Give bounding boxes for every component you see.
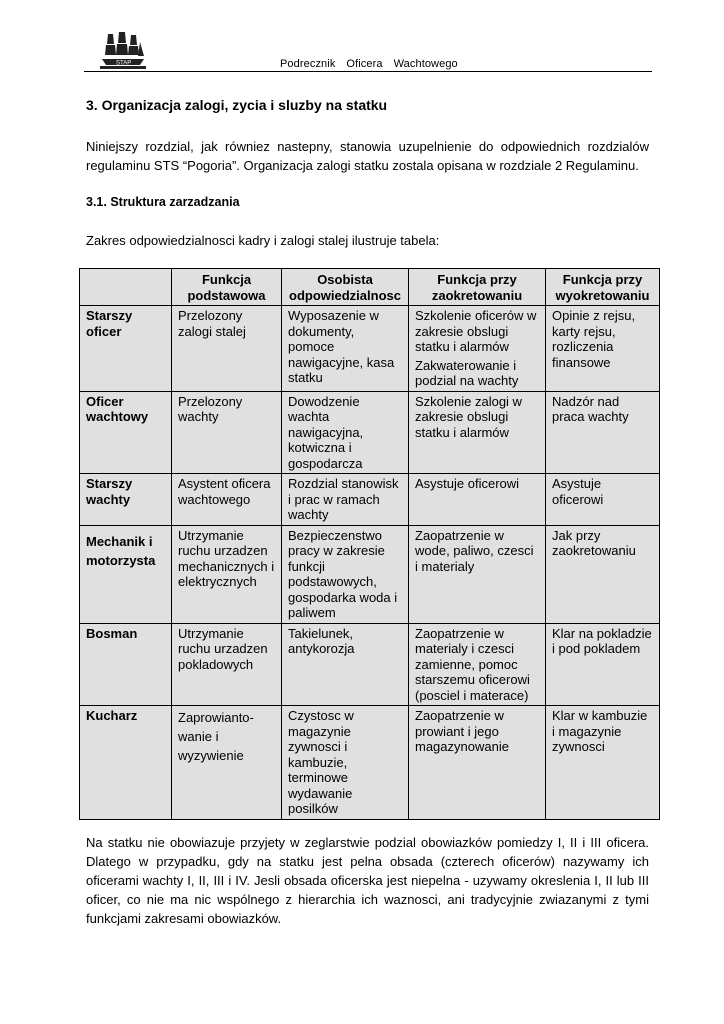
table-cell: Zaopatrzenie w prowiant i jego magazynowanie [409,706,546,820]
header-word: Wachtowego [393,58,458,70]
table-cell: Takielunek, antykorozja [282,623,409,706]
intro-paragraph: Niniejszy rozdzial, jak równiez nastepny, stanowia uzupelnienie do odpowiednich rozdzialów regulaminu STS “Pogoria”. Organizacja zalogi statku zostala opisana w rozdziale 2 Regulaminu. [86,139,649,173]
header-cell: Funkcja podstawowa [172,269,282,306]
table-cell: Jak przy zaokretowaniu [546,525,660,623]
table-row [80,706,660,820]
section-heading: 3. Organizacja zalogi, zycia i sluzby na statku [86,97,388,113]
table-cell: Klar w kambuzie i magazynie zywnosci [546,706,660,820]
table-row [80,391,660,474]
table-row [80,525,660,623]
header-cell: Funkcja przy zaokretowaniu [409,269,546,306]
table-cell: Zaprowianto-wanie i wyzywienie [172,706,282,820]
header-cell: Osobista odpowiedzialnosc [282,269,409,306]
table-cell: Asystuje oficerowi [546,474,660,526]
table-header-row [80,269,660,306]
table-cell: Przelozony wachty [172,391,282,474]
header-cell [80,269,172,306]
subsection-heading: 3.1. Struktura zarzadzania [86,195,240,209]
sailing-ship-logo [100,30,146,72]
table-cell: Utrzymanie ruchu urzadzen mechanicznych i elektrycznych [172,525,282,623]
table-cell: Opinie z rejsu, karty rejsu, rozliczenia finansowe [546,306,660,392]
table-row [80,623,660,706]
table-cell: Zaopatrzenie w wode, paliwo, czesci i materialy [409,525,546,623]
table-intro: Zakres odpowiedzialnosci kadry i zalogi stalej ilustruje tabela: [86,233,440,248]
table-row [80,306,660,392]
logo-text: STAP [116,60,132,67]
role-cell: Bosman [80,623,172,706]
table-cell: Wyposazenie w dokumenty, pomoce nawigacyjne, kasa statku [282,306,409,392]
header-word: Oficera [346,58,383,70]
table-cell: Czystosc w magazynie zywnosci i kambuzie, terminowe wydawanie posilków [282,706,409,820]
table-cell: Utrzymanie ruchu urzadzen pokladowych [172,623,282,706]
running-header [280,58,469,70]
table-cell: Asystuje oficerowi [409,474,546,526]
table-cell: Nadzór nad praca wachty [546,391,660,474]
table-cell: Szkolenie zalogi w zakresie obslugi statku i alarmów [409,391,546,474]
header-word: Podrecznik [280,58,336,70]
role-cell: Mechanik i motorzysta [80,525,172,623]
header-cell: Funkcja przy wyokretowaniu [546,269,660,306]
table-cell: Asystent oficera wachtowego [172,474,282,526]
cell-text: Szkolenie oficerów w zakresie obslugi statku i alarmów [415,308,537,354]
table-cell: Zaopatrzenie w materialy i czesci zamienne, pomoc starszemu oficerowi (posciel i materace) [409,623,546,706]
table-cell: Bezpieczenstwo pracy w zakresie funkcji podstawowych, gospodarka woda i paliwem [282,525,409,623]
table-row [80,474,660,526]
role-cell: Oficer wachtowy [80,391,172,474]
table-cell: Klar na pokladzie i pod pokladem [546,623,660,706]
table-cell [409,306,546,392]
table-cell: Rozdzial stanowisk i prac w ramach wachty [282,474,409,526]
closing-paragraph: Na statku nie obowiazuje przyjety w zeglarstwie podzial obowiazków pomiedzy I, II i III oficera. Dlatego w przypadku, gdy na statku jest pelna obsada (czterech oficerów) nazywamy ich oficerami wachty I, II, III i IV. Jesli obsada oficerska jest niepelna - uzywamy okreslenia I, II lub III oficer, co nie ma nic wspólnego z hierarchia ich waznosci, ani tradycyjnie zwiazanymi z tymi funkcjami zakresami obowiazków. [86,835,649,926]
table-cell: Dowodzenie wachta nawigacyjna, kotwiczna i gospodarcza [282,391,409,474]
cell-text-extra: Zakwaterowanie i podzial na wachty [415,357,519,388]
role-cell: Kucharz [80,706,172,820]
header-rule [84,71,652,72]
role-cell: Starszy oficer [80,306,172,392]
table-cell: Przelozony zalogi stalej [172,306,282,392]
responsibility-table [79,268,660,820]
role-cell: Starszy wachty [80,474,172,526]
